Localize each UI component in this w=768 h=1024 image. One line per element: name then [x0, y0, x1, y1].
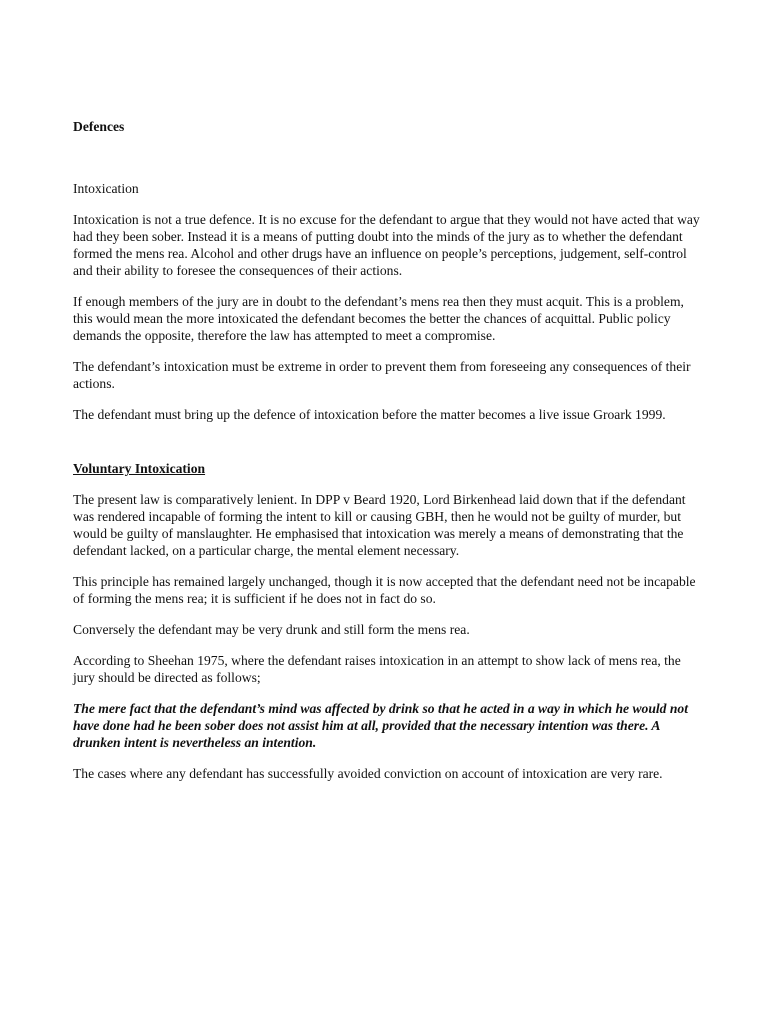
paragraph: According to Sheehan 1975, where the defendant raises intoxication in an attempt to show lack of mens rea, the jury should be directed as follows; — [73, 653, 681, 685]
paragraph: The present law is comparatively lenient. In DPP v Beard 1920, Lord Birkenhead laid down that if the defendant was rendered incapable of forming the intent to kill or causing GBH, then he would not be guilty of murder, but would be guilty of manslaughter. He emphasised that intoxication was merely a means of demonstrating that the defendant lacked, on a particular charge, the mental element necessary. — [73, 492, 686, 558]
closing-paragraph: The cases where any defendant has successfully avoided conviction on account of intoxication are very rare. — [73, 766, 663, 781]
paragraph: This principle has remained largely unchanged, though it is now accepted that the defendant need not be incapable of forming the mens rea; it is sufficient if he does not in fact do so. — [73, 574, 696, 606]
paragraph: The defendant must bring up the defence of intoxication before the matter becomes a live issue Groark 1999. — [73, 407, 666, 422]
document-page — [73, 118, 703, 782]
paragraph: Intoxication is not a true defence. It is no excuse for the defendant to argue that they would not have acted that way had they been sober. Instead it is a means of putting doubt into the minds of the jury as to whether the defendant formed the mens rea. Alcohol and other drugs have an influence on people’s perceptions, judgement, self-control and their ability to foresee the consequences of their actions. — [73, 212, 700, 278]
quoted-direction: The mere fact that the defendant’s mind was affected by drink so that he acted in a way in which he would not have done had he been sober does not assist him at all, provided that the necessary intention was there. A drunken intent is nevertheless an intention. — [73, 701, 689, 750]
paragraph: The defendant’s intoxication must be extreme in order to prevent them from foreseeing any consequences of their actions. — [73, 359, 691, 391]
document-title: Defences — [73, 119, 125, 134]
paragraph: Conversely the defendant may be very drunk and still form the mens rea. — [73, 622, 470, 637]
section-heading-intoxication: Intoxication — [73, 181, 139, 196]
paragraph: If enough members of the jury are in doubt to the defendant’s mens rea then they must acquit. This is a problem, this would mean the more intoxicated the defendant becomes the better the chances of acquittal. Public policy demands the opposite, therefore the law has attempted to meet a compromise. — [73, 294, 684, 343]
section-heading-voluntary-intoxication: Voluntary Intoxication — [73, 461, 206, 476]
